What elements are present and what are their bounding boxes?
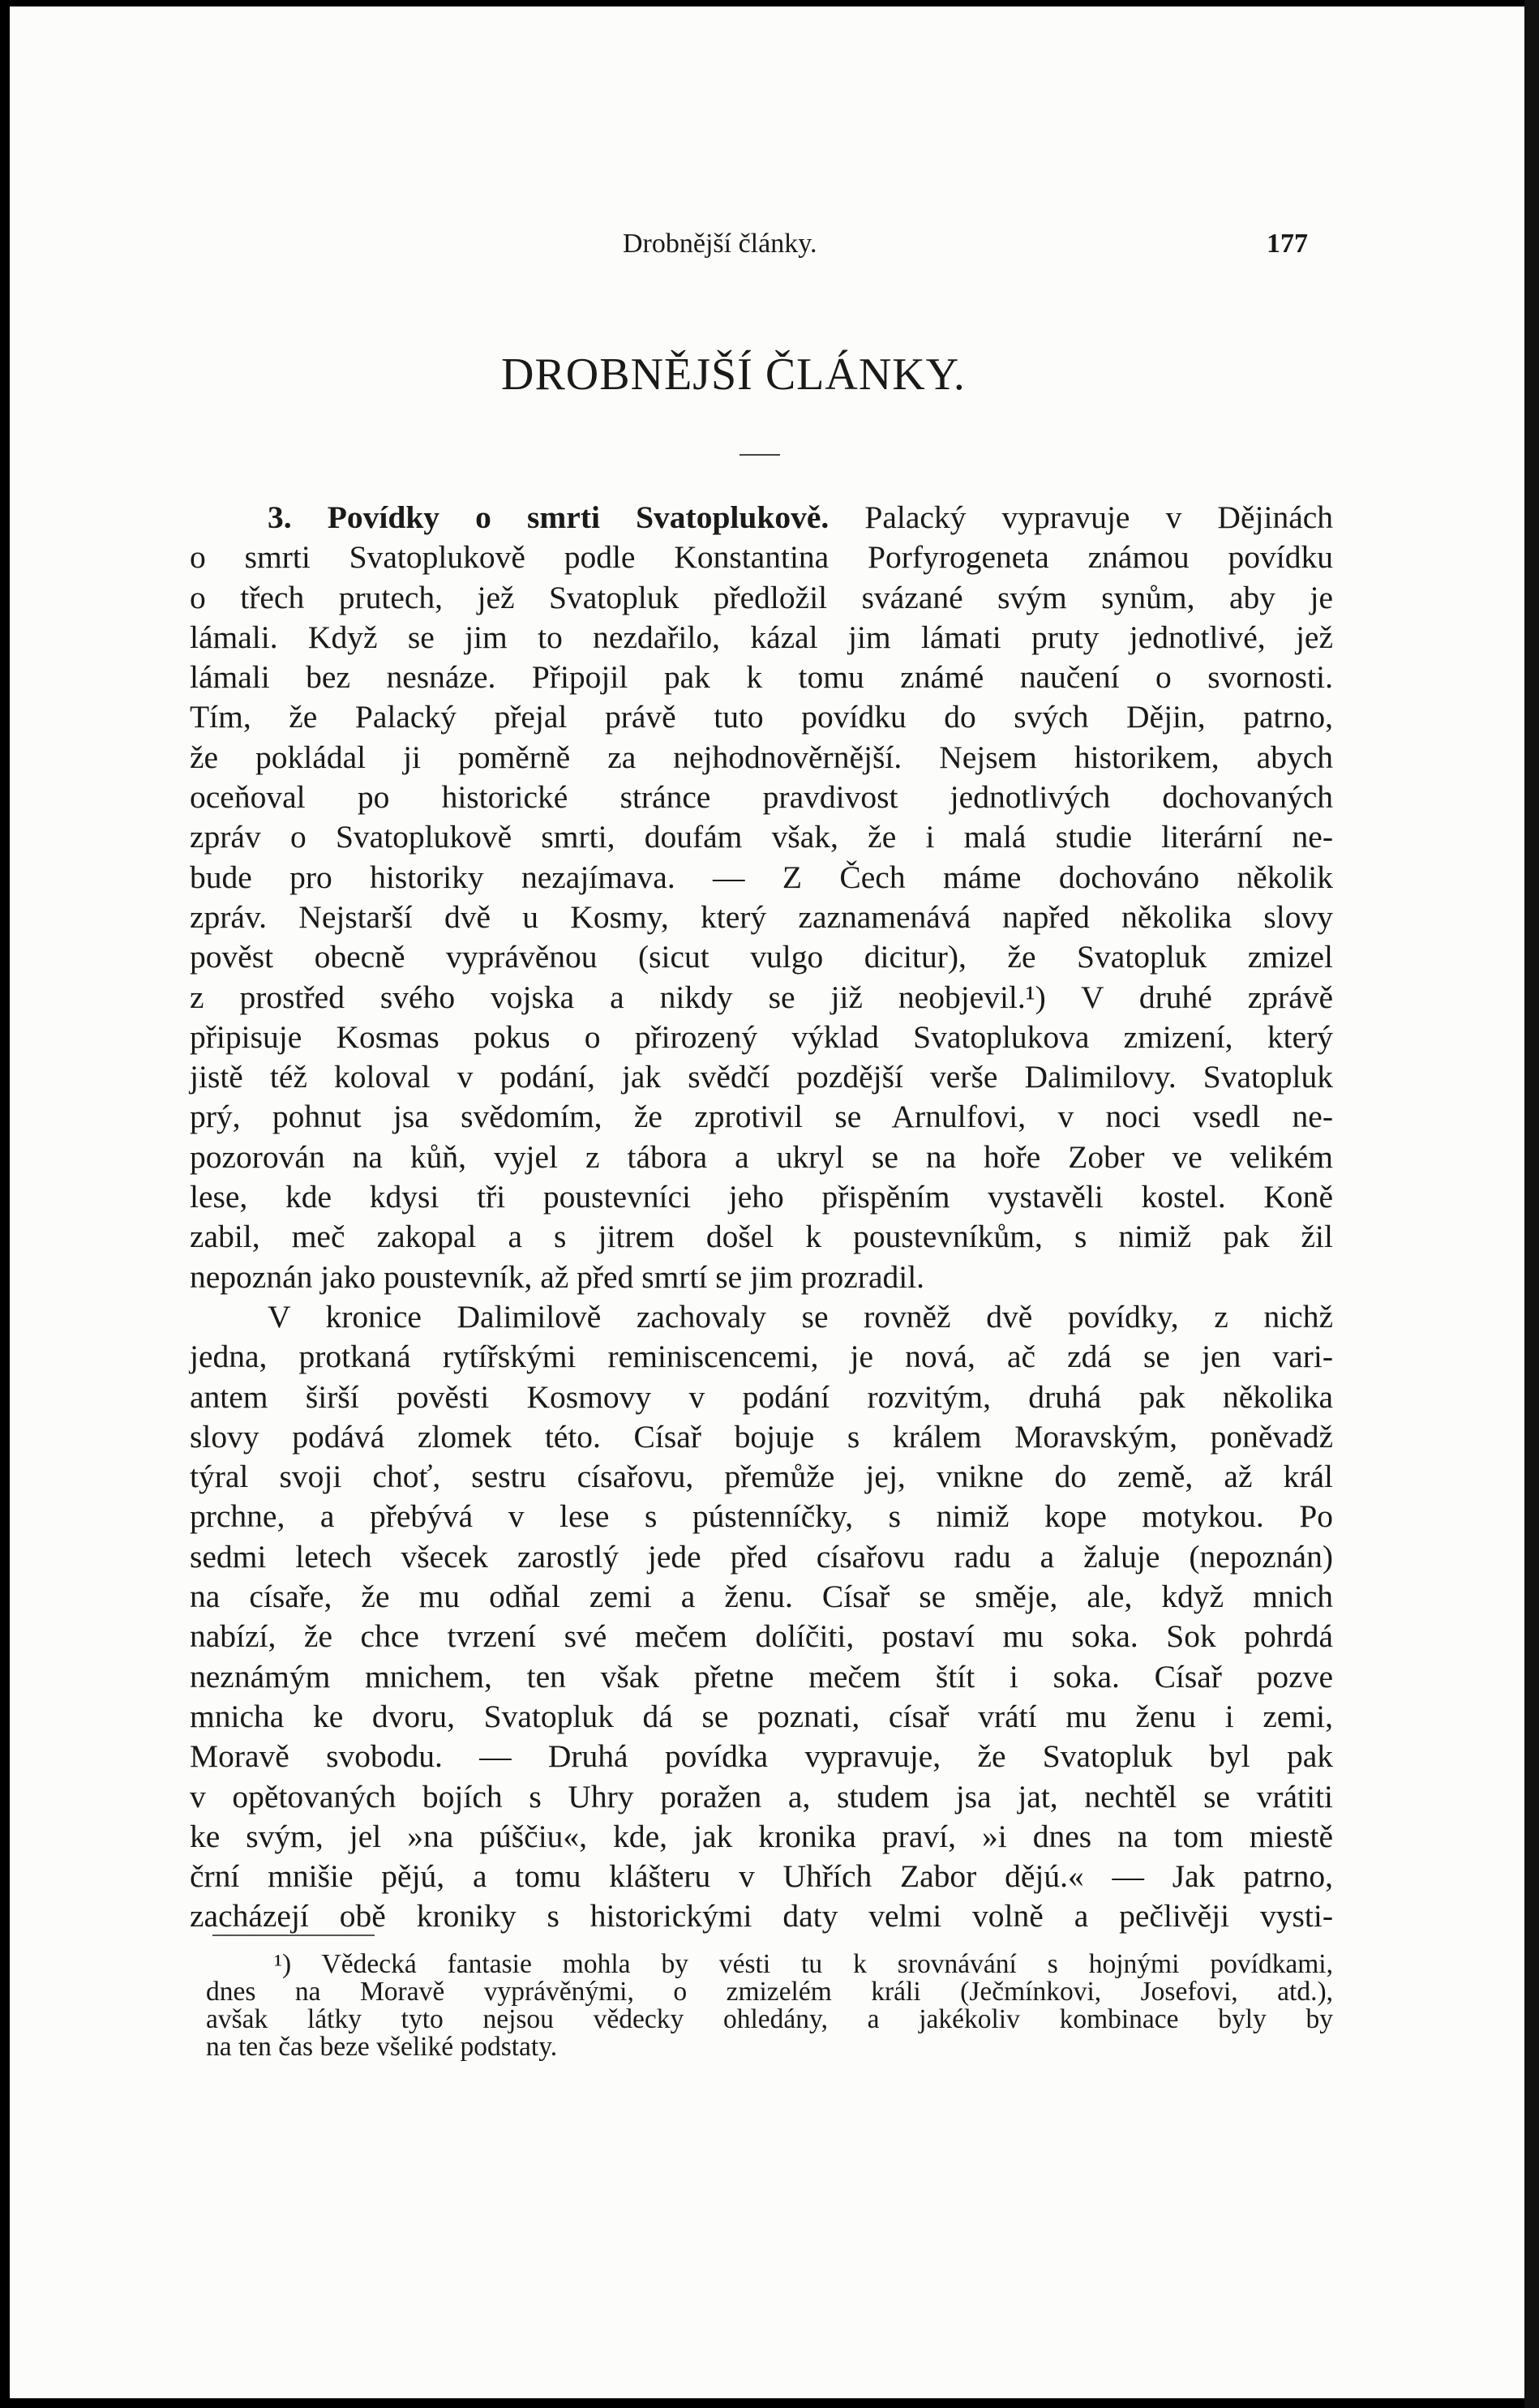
article-line: o třech prutech, jež Svatopluk předložil svázané svým synům, aby je bbox=[190, 579, 1333, 615]
article-line: pozorován na kůň, vyjel z tábora a ukryl se na hoře Zober ve velikém bbox=[190, 1138, 1333, 1175]
article-line: bude pro historiky nezajímava. — Z Čech máme dochováno několik bbox=[190, 859, 1333, 895]
article-line: zacházejí obě kroniky s historickými daty velmi volně a pečlivěji vysti- bbox=[190, 1898, 1333, 1935]
article-line: antem širší pověsti Kosmovy v podání rozvitým, druhá pak několika bbox=[190, 1378, 1333, 1415]
article-line: črní mnišie pějú, a tomu klášteru v Uhřích Zabor dějú.« — Jak patrno, bbox=[190, 1858, 1333, 1895]
article-line: nabízí, že chce tvrzení své mečem dolíčiti, postaví mu soka. Sok pohrdá bbox=[190, 1618, 1333, 1655]
article-line: týral svoji choť, sestru císařovu, přemůže jej, vnikne do země, až král bbox=[190, 1459, 1333, 1495]
article-line: jistě též koloval v podání, jak svědčí pozdější verše Dalimilovy. Svatopluk bbox=[190, 1059, 1333, 1095]
running-title: Drobnější články. bbox=[623, 229, 817, 259]
article-line: Tím, že Palacký přejal právě tuto povídku do svých Dějin, patrno, bbox=[190, 699, 1333, 735]
article-line: mnicha ke dvoru, Svatopluk dá se poznati, císař vrátí mu ženu i zemi, bbox=[190, 1698, 1333, 1734]
footnote-line: ¹) Vědecká fantasie mohla by vésti tu k srovnávání s hojnými povídkami, bbox=[274, 1949, 1333, 1979]
article-line: zabil, meč zakopal a s jitrem došel k poustevníkům, s nimiž pak žil bbox=[190, 1219, 1333, 1255]
article-line: že pokládal ji poměrně za nejhodnověrnější. Nejsem historikem, abych bbox=[190, 739, 1333, 775]
article-line: prý, pohnut jsa svědomím, že zprotivil se Arnulfovi, v noci vsedl ne- bbox=[190, 1099, 1333, 1135]
article-line: nepoznán jako poustevník, až před smrtí se jim prozradil. bbox=[190, 1258, 925, 1295]
article-line: neznámým mnichem, ten však přetne mečem štít i soka. Císař pozve bbox=[190, 1658, 1333, 1695]
article-line: připisuje Kosmas pokus o přirozený výklad Svatoplukova zmizení, který bbox=[190, 1018, 1333, 1055]
article-line bbox=[190, 498, 1333, 538]
article-body bbox=[190, 498, 1333, 1937]
page-number: 177 bbox=[1267, 229, 1308, 259]
article-line: z prostřed svého vojska a nikdy se již neobjevil.¹) V druhé zprávě bbox=[190, 979, 1333, 1015]
article-line: na císaře, že mu odňal zemi a ženu. Císař se směje, ale, když mnich bbox=[190, 1579, 1333, 1615]
article-line: o smrti Svatoplukově podle Konstantina Porfyrogeneta známou povídku bbox=[190, 539, 1333, 576]
scan-edge bbox=[1524, 0, 1539, 2408]
article-title: Povídky o smrti Svatoplukově. bbox=[327, 499, 830, 535]
footnote-rule bbox=[212, 1935, 375, 1936]
article-line: V kronice Dalimilově zachovaly se rovněž dvě povídky, z nichž bbox=[268, 1298, 1333, 1335]
article-line: ke svým, jel »na púščiu«, kde, jak kronika praví, »i dnes na tom miestě bbox=[190, 1818, 1333, 1854]
article-line: lese, kde kdysi tři poustevníci jeho přispěním vystavěli kostel. Koně bbox=[190, 1179, 1333, 1215]
footnote-line: avšak látky tyto nejsou vědecky ohledány, a jakékoliv kombinace byly by bbox=[206, 2004, 1333, 2034]
article-line: v opětovaných bojích s Uhry poražen a, studem jsa jat, nechtěl se vrátiti bbox=[190, 1778, 1333, 1815]
article-line: prchne, a přebývá v lese s pústenníčky, s nimiž kope motykou. Po bbox=[190, 1498, 1333, 1535]
article-line: pověst obecně vyprávěnou (sicut vulgo dicitur), že Svatopluk zmizel bbox=[190, 939, 1333, 975]
heading-rule bbox=[739, 454, 780, 456]
article-line: jedna, protkaná rytířskými reminiscencemi, je nová, ač zdá se jen vari- bbox=[190, 1339, 1333, 1375]
article-line: slovy podává zlomek této. Císař bojuje s králem Moravským, poněvadž bbox=[190, 1418, 1333, 1455]
article-line: sedmi letech všecek zarostlý jede před císařovu radu a žaluje (nepoznán) bbox=[190, 1538, 1333, 1575]
section-heading: DROBNĚJŠÍ ČLÁNKY. bbox=[501, 349, 966, 400]
article-line: oceňoval po historické stránce pravdivost jednotlivých dochovaných bbox=[190, 779, 1333, 816]
article-line: lámali bez nesnáze. Připojil pak k tomu známé naučení o svornosti. bbox=[190, 659, 1333, 696]
article-line: lámali. Když se jim to nezdařilo, kázal jim lámati pruty jednotlivé, jež bbox=[190, 619, 1333, 655]
article-line: zpráv o Svatoplukově smrti, doufám však, že i malá studie literární ne- bbox=[190, 819, 1333, 855]
article-line: zpráv. Nejstarší dvě u Kosmy, který zaznamenává napřed několika slovy bbox=[190, 898, 1333, 935]
footnote-line: dnes na Moravě vyprávěnými, o zmizelém králi (Ječmínkovi, Josefovi, atd.), bbox=[206, 1977, 1333, 2007]
article-number: 3. bbox=[268, 499, 292, 535]
article-line-text: Palacký vypravuje v Dějinách bbox=[864, 499, 1334, 535]
footnote bbox=[206, 1951, 1333, 2061]
footnote-line: na ten čas beze všeliké podstaty. bbox=[206, 2032, 558, 2062]
article-line: Moravě svobodu. — Druhá povídka vypravuje, že Svatopluk byl pak bbox=[190, 1738, 1333, 1775]
